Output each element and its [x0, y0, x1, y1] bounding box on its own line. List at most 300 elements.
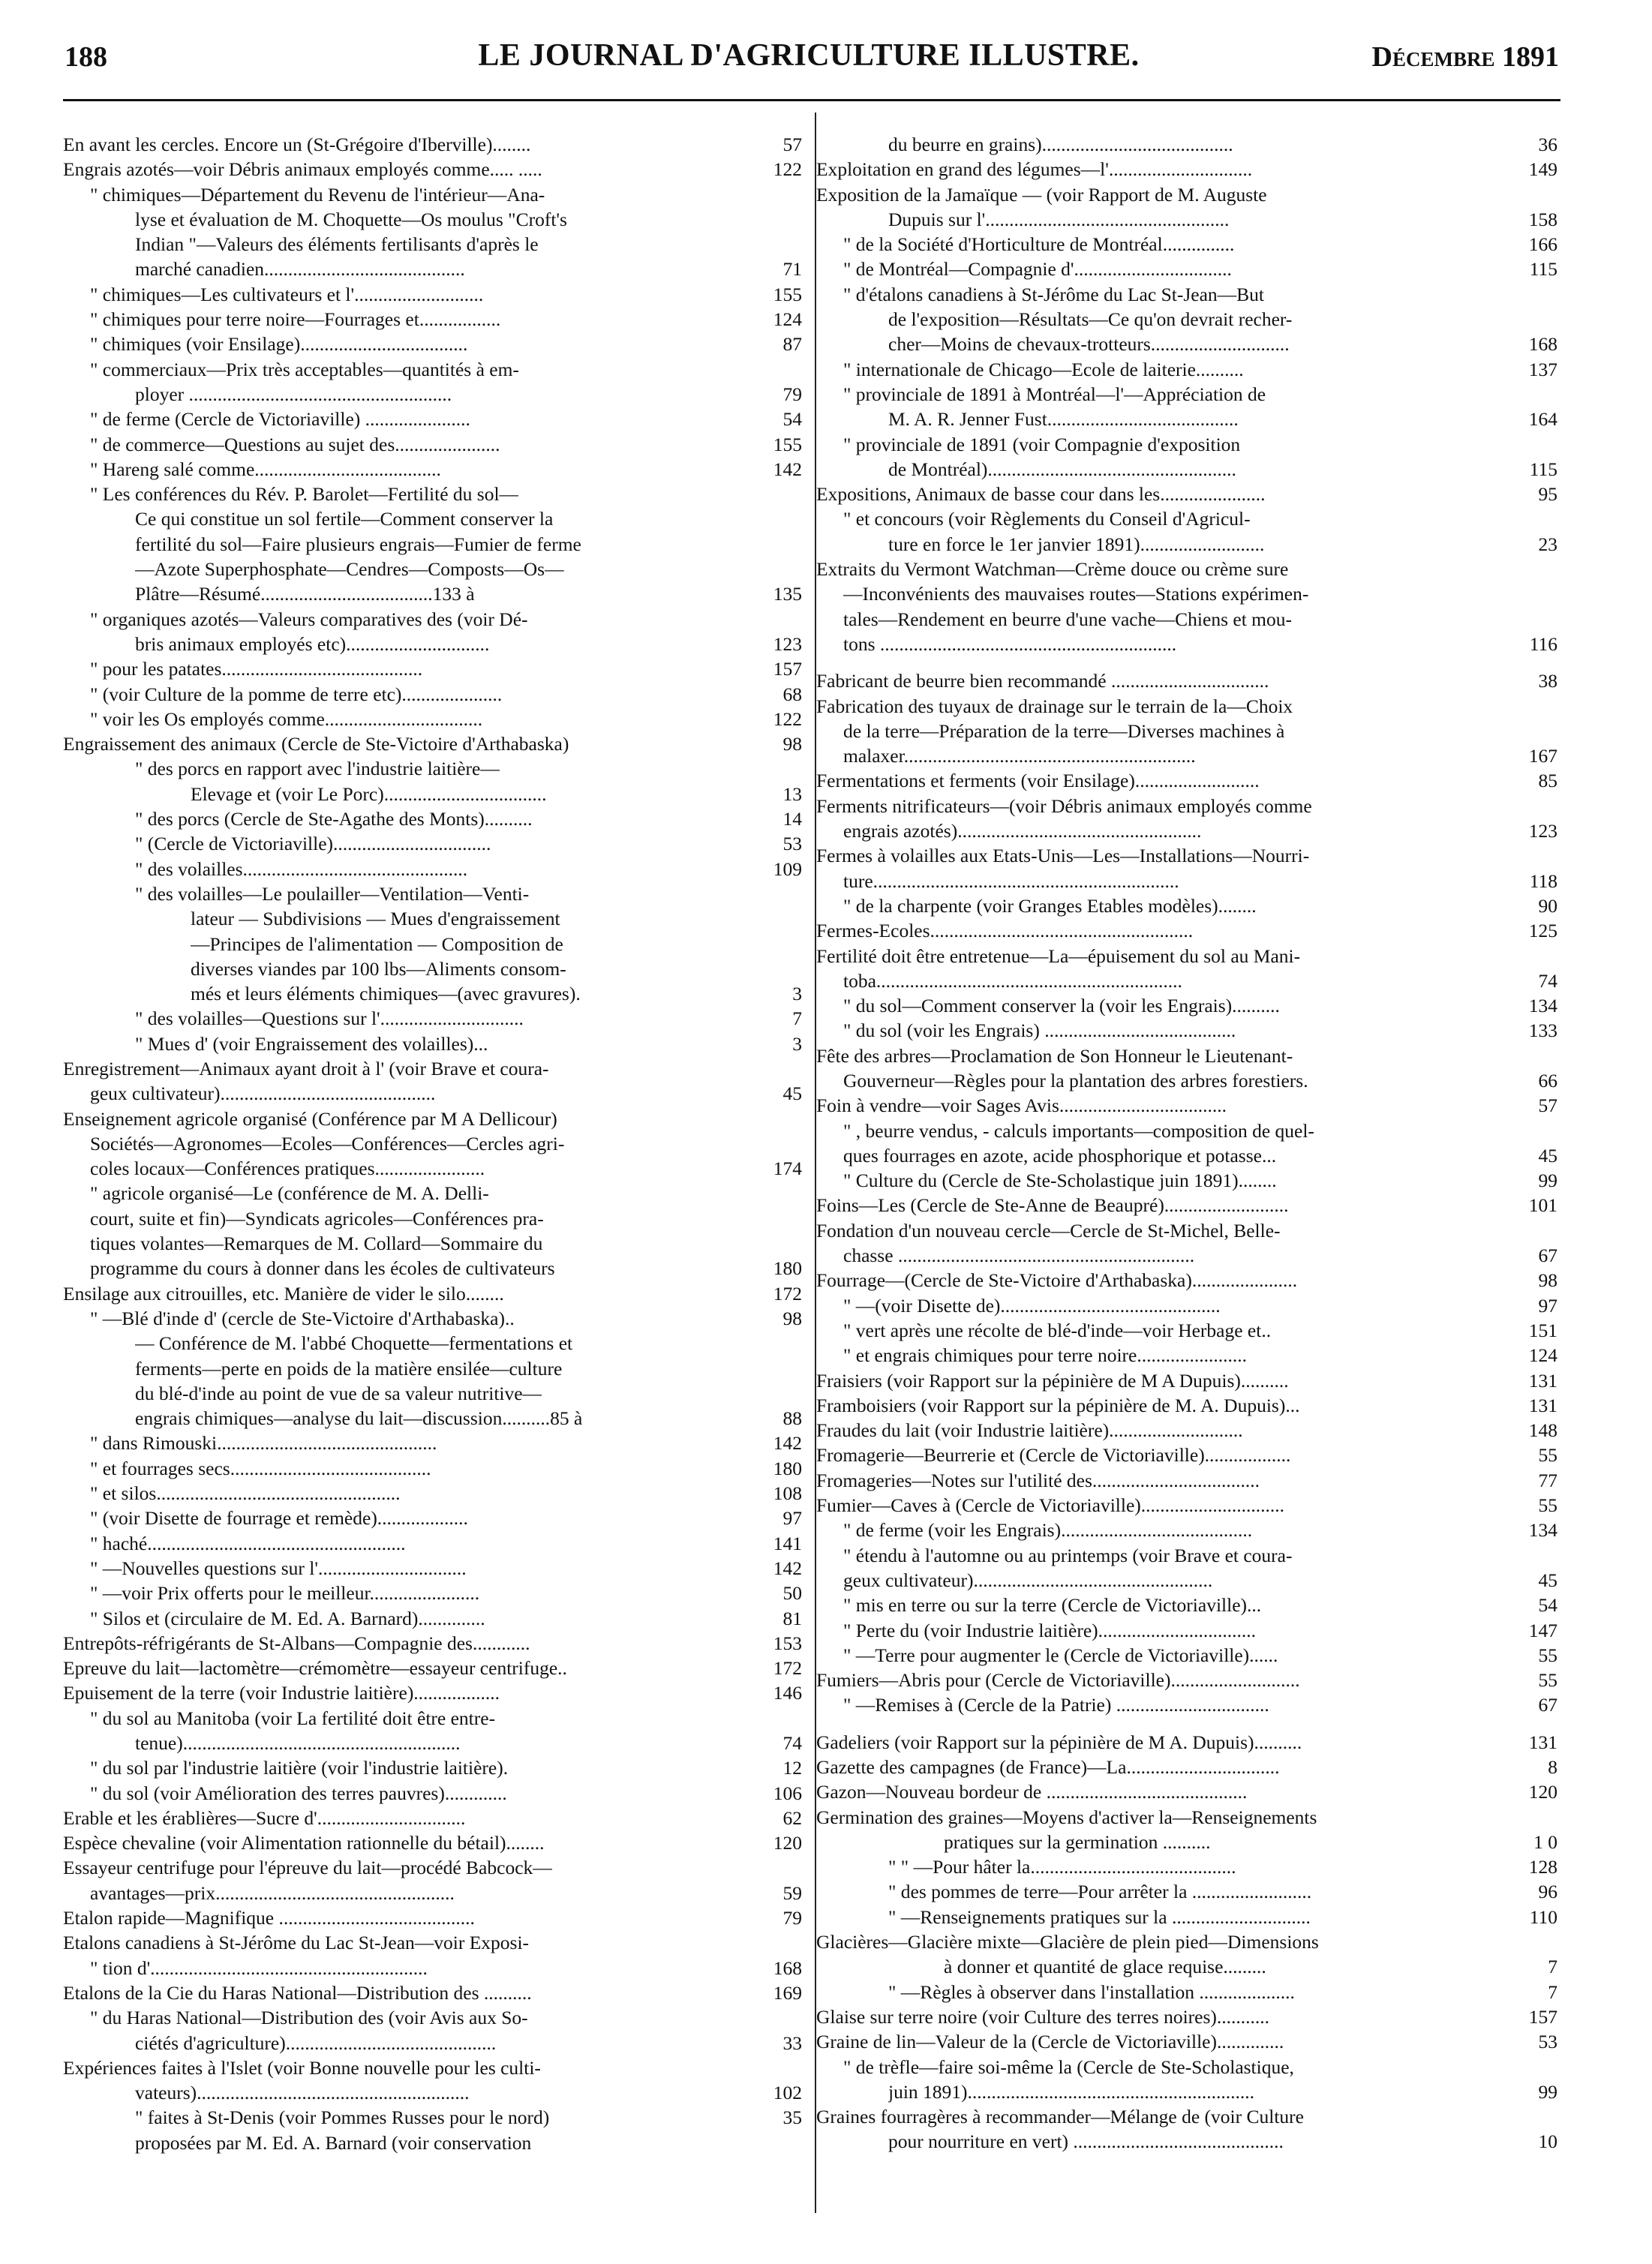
entry-text: fertilité du sol—Faire plusieurs engrais—Fumier de ferme [135, 533, 581, 555]
entry-text: Foins—Les (Cercle de Ste-Anne de Beaupré).......................... [816, 1194, 1289, 1217]
index-entry [63, 1855, 802, 1880]
index-entry [63, 1731, 802, 1755]
entry-page-number: 79 [782, 383, 802, 405]
index-entry [63, 806, 802, 831]
entry-page-number: 74 [1538, 969, 1557, 992]
entry-text: " des volailles............................................... [135, 857, 468, 880]
index-entry [63, 432, 802, 457]
entry-page-number: 98 [1538, 1269, 1557, 1292]
entry-text: de la terre—Préparation de la terre—Diverses machines à [843, 719, 1285, 742]
entry-page-number: 67 [1538, 1694, 1557, 1716]
entry-page-number: 97 [1538, 1294, 1557, 1317]
index-entry [63, 1431, 802, 1455]
entry-text: " de trèfle—faire soi-même la (Cercle de Ste-Scholastique, [843, 2055, 1294, 2078]
index-entry [63, 1281, 802, 1306]
index-entry [63, 382, 802, 407]
entry-page-number: 135 [773, 583, 802, 605]
entry-text: Dupuis sur l'................................................... [888, 208, 1230, 230]
entry-text: Etalon rapide—Magnifique ......................................... [63, 1907, 475, 1929]
entry-text: —Principes de l'alimentation — Composition de [191, 932, 563, 955]
entry-text: Epuisement de la terre (voir Industrie laitière).................. [63, 1682, 500, 1704]
index-entry [816, 557, 1557, 581]
index-entry [63, 482, 802, 506]
entry-text: " —Nouvelles questions sur l'............................... [90, 1557, 467, 1579]
index-entry [63, 1606, 802, 1631]
entry-text: Elevage et (voir Le Porc).................................. [191, 782, 547, 805]
index-entry [816, 482, 1557, 506]
index-entry [816, 1393, 1557, 1418]
index-entry [816, 968, 1557, 993]
index-entry [816, 1193, 1557, 1218]
index-entry [816, 1618, 1557, 1643]
entry-page-number: 134 [1528, 995, 1557, 1017]
entry-text: à donner et quantité de glace requise......... [944, 1956, 1266, 1978]
entry-page-number: 71 [782, 258, 802, 281]
entry-text: " (Cercle de Victoriaville)................................. [135, 833, 491, 855]
entry-gap [816, 656, 1557, 668]
entry-text: Epreuve du lait—lactomètre—crémomètre—essayeur centrifuge.. [63, 1657, 567, 1680]
index-entry [816, 1830, 1557, 1854]
index-entry [816, 1929, 1557, 1954]
entry-text: " et silos................................................... [90, 1482, 401, 1505]
index-entry [816, 2079, 1557, 2104]
index-entry [816, 1018, 1557, 1043]
entry-text: " chimiques (voir Ensilage)................................... [90, 333, 468, 356]
index-entry [816, 1218, 1557, 1243]
entry-page-number: 124 [1528, 1344, 1557, 1367]
entry-text: " de ferme (Cercle de Victoriaville) ...................... [90, 408, 470, 431]
index-entry [816, 1293, 1557, 1318]
entry-page-number: 174 [773, 1158, 802, 1180]
index-entry [816, 993, 1557, 1018]
entry-page-number: 142 [773, 458, 802, 480]
index-entry [63, 656, 802, 681]
index-entry [63, 756, 802, 781]
entry-text: " —Règles à observer dans l'installation .................... [888, 1980, 1295, 2003]
index-entry [816, 1755, 1557, 1779]
entry-page-number: 124 [773, 308, 802, 331]
entry-page-number: 115 [1529, 458, 1557, 480]
entry-text: tons .............................................................. [843, 632, 1177, 655]
index-entry [816, 944, 1557, 968]
index-entry [816, 232, 1557, 257]
index-entry [63, 2055, 802, 2080]
index-entry [816, 1118, 1557, 1143]
entry-page-number: 10 [1538, 2130, 1557, 2153]
entry-text: ployer ....................................................... [135, 383, 452, 405]
index-entry [816, 182, 1557, 207]
index-entry [816, 1093, 1557, 1118]
index-entry [63, 707, 802, 731]
entry-text: coles locaux—Conférences pratiques....................... [90, 1158, 485, 1180]
entry-text: Fumiers—Abris pour (Cercle de Victoriaville)........................... [816, 1669, 1300, 1692]
index-entry [816, 2055, 1557, 2079]
entry-page-number: 141 [773, 1532, 802, 1554]
entry-text: Engrais azotés—voir Débris animaux employés comme..... ..... [63, 158, 542, 181]
entry-text: tiques volantes—Remarques de M. Collard—Sommaire du [90, 1233, 543, 1255]
index-entry [63, 1056, 802, 1081]
entry-text: " de la charpente (voir Granges Etables modèles)........ [843, 894, 1257, 917]
entry-text: Erable et les érablières—Sucre d'............................... [63, 1806, 466, 1829]
entry-text: " commerciaux—Prix très acceptables—quantités à em- [90, 358, 519, 380]
index-entry [816, 1593, 1557, 1617]
entry-page-number: 97 [782, 1507, 802, 1530]
entry-text: Fondation d'un nouveau cercle—Cercle de St-Michel, Belle- [816, 1219, 1281, 1242]
index-entry [63, 956, 802, 981]
entry-text: " —Terre pour augmenter le (Cercle de Victoriaville)...... [843, 1644, 1278, 1666]
entry-page-number: 57 [1538, 1094, 1557, 1117]
entry-text: " , beurre vendus, - calculs importants—composition de quel- [843, 1119, 1314, 1142]
entry-text: engrais chimiques—analyse du lait—discussion..........85 à [135, 1407, 583, 1430]
index-entry [63, 207, 802, 232]
entry-text: " de commerce—Questions au sujet des...................... [90, 433, 500, 455]
entry-page-number: 164 [1528, 408, 1557, 431]
entry-page-number: 74 [782, 1732, 802, 1754]
entry-text: Exposition de la Jamaïque — (voir Rapport de M. Auguste [816, 183, 1267, 206]
entry-text: " de ferme (voir les Engrais)........................................ [843, 1519, 1253, 1542]
index-entry [816, 1368, 1557, 1393]
entry-page-number: 66 [1538, 1069, 1557, 1091]
index-entry [63, 1506, 802, 1530]
index-entry [63, 1980, 802, 2005]
entry-page-number: 67 [1538, 1245, 1557, 1267]
index-entry [63, 1131, 802, 1156]
entry-text: " vert après une récolte de blé-d'inde—voir Herbage et.. [843, 1319, 1272, 1341]
entry-page-number: 142 [773, 1432, 802, 1455]
entry-text: Expositions, Animaux de basse cour dans les...................... [816, 483, 1266, 506]
entry-text: Fermentations et ferments (voir Ensilage).......................... [816, 770, 1260, 792]
index-entry [816, 1779, 1557, 1804]
entry-text: " haché...................................................... [90, 1532, 406, 1554]
entry-page-number: 36 [1538, 134, 1557, 155]
index-entry [816, 694, 1557, 719]
entry-text: " des pommes de terre—Pour arrêter la ......................... [888, 1881, 1312, 1903]
entry-page-number: 81 [782, 1607, 802, 1629]
entry-text: court, suite et fin)—Syndicats agricoles—Conférences pra- [90, 1207, 544, 1230]
entry-text: Framboisiers (voir Rapport sur la pépinière de M. A. Dupuis)... [816, 1394, 1300, 1416]
entry-text: " faites à St-Denis (voir Pommes Russes pour le nord) [135, 2106, 550, 2129]
entry-text: " chimiques—Département du Revenu de l'intérieur—Ana- [90, 183, 545, 206]
index-entry [63, 1531, 802, 1556]
index-entry [63, 332, 802, 356]
index-entry [816, 1268, 1557, 1293]
index-entry [63, 1081, 802, 1106]
index-entry [816, 1443, 1557, 1467]
index-entry [63, 1830, 802, 1855]
entry-text: " —voir Prix offerts pour le meilleur....................... [90, 1582, 480, 1605]
index-entry [63, 1631, 802, 1656]
index-entry [816, 432, 1557, 457]
entry-page-number: 45 [782, 1082, 802, 1105]
index-entry [816, 843, 1557, 868]
index-entry [816, 1954, 1557, 1979]
entry-page-number: 7 [792, 1007, 802, 1030]
entry-text: bris animaux employés etc).............................. [135, 632, 490, 655]
index-entry [63, 1406, 802, 1431]
entry-page-number: 167 [1528, 745, 1557, 767]
index-entry [63, 1206, 802, 1231]
entry-page-number: 33 [782, 2031, 802, 2054]
index-entry [63, 182, 802, 207]
entry-text: Foin à vendre—voir Sages Avis................................... [816, 1094, 1227, 1117]
entry-text: " étendu à l'automne ou au printemps (voir Brave et coura- [843, 1544, 1293, 1566]
entry-text: ques fourrages en azote, acide phosphorique et potasse... [843, 1144, 1277, 1167]
entry-page-number: 146 [773, 1682, 802, 1704]
index-entry [63, 1381, 802, 1406]
entry-page-number: 54 [782, 408, 802, 431]
index-entry [63, 1156, 802, 1181]
entry-page-number: 54 [1538, 1594, 1557, 1617]
entry-text: proposées par M. Ed. A. Barnard (voir conservation [135, 2131, 532, 2154]
entry-page-number: 115 [1529, 258, 1557, 281]
entry-text: " agricole organisé—Le (conférence de M. A. Delli- [90, 1182, 489, 1205]
index-entry [816, 1905, 1557, 1929]
index-entry [816, 357, 1557, 382]
entry-page-number: 137 [1528, 358, 1557, 380]
index-entry [816, 1805, 1557, 1830]
index-entry [816, 1418, 1557, 1443]
entry-page-number: 134 [1528, 1519, 1557, 1542]
entry-text: lyse et évaluation de M. Choquette—Os moulus "Croft's [135, 208, 567, 230]
index-entry [816, 2104, 1557, 2129]
entry-page-number: 88 [782, 1407, 802, 1430]
entry-page-number: 155 [773, 433, 802, 455]
entry-page-number: 85 [1538, 770, 1557, 792]
entry-text: toba................................................................ [843, 969, 1182, 992]
entry-text: Fromagerie—Beurrerie et (Cercle de Victoriaville).................. [816, 1444, 1291, 1467]
entry-page-number: 110 [1529, 1905, 1557, 1928]
index-entry [816, 1493, 1557, 1518]
index-entry [816, 457, 1557, 482]
index-entry [816, 2029, 1557, 2054]
index-entry [63, 557, 802, 581]
entry-text: Plâtre—Résumé....................................133 à [135, 583, 475, 605]
index-entry [63, 1031, 802, 1056]
journal-title: LE JOURNAL D'AGRICULTURE ILLUSTRE. [478, 38, 1140, 73]
entry-text: Gadeliers (voir Rapport sur la pépinière de M A. Dupuis).......... [816, 1731, 1302, 1753]
entry-text: Ensilage aux citrouilles, etc. Manière de vider le silo........ [63, 1282, 504, 1305]
index-entry [63, 1181, 802, 1206]
entry-page-number: 172 [773, 1657, 802, 1680]
index-entry [816, 1068, 1557, 1093]
index-entry [816, 719, 1557, 743]
index-entry [63, 1930, 802, 1955]
entry-text: Fabrication des tuyaux de drainage sur le terrain de la—Choix [816, 695, 1293, 717]
index-entry [63, 1356, 802, 1381]
index-entry [816, 869, 1557, 893]
entry-page-number: 90 [1538, 894, 1557, 917]
entry-text: pratiques sur la germination .......... [944, 1830, 1211, 1853]
entry-text: Extraits du Vermont Watchman—Crème douce ou crème sure [816, 558, 1289, 581]
entry-text: " —(voir Disette de).............................................. [843, 1294, 1221, 1317]
entry-text: du beurre en grains)........................................ [888, 134, 1233, 155]
index-entry [63, 682, 802, 707]
entry-text: més et leurs éléments chimiques—(avec gravures). [191, 983, 581, 1005]
entry-page-number: 55 [1538, 1644, 1557, 1666]
entry-text: " des porcs (Cercle de Ste-Agathe des Monts).......... [135, 808, 533, 830]
index-entry [63, 981, 802, 1006]
entry-text: En avant les cercles. Encore un (St-Grégoire d'Iberville)........ [63, 134, 531, 155]
entry-text: Gouverneur—Règles pour la plantation des arbres forestiers. [843, 1069, 1308, 1091]
index-entry [63, 1256, 802, 1281]
entry-page-number: 180 [773, 1257, 802, 1280]
index-entry [816, 1518, 1557, 1542]
index-entry [63, 2031, 802, 2055]
entry-page-number: 169 [773, 1981, 802, 2004]
index-entry [63, 1956, 802, 1980]
entry-text: engrais azotés)................................................... [843, 820, 1202, 842]
index-entry [816, 382, 1557, 407]
entry-text: " du sol (voir les Engrais) ........................................ [843, 1019, 1236, 1042]
index-entry [63, 2105, 802, 2130]
entry-page-number: 68 [782, 683, 802, 705]
entry-text: " (voir Culture de la pomme de terre etc)..................... [90, 683, 503, 705]
index-entry [816, 2004, 1557, 2029]
entry-page-number: 96 [1538, 1881, 1557, 1903]
index-entry [63, 1656, 802, 1680]
entry-page-number: 55 [1538, 1669, 1557, 1692]
entry-page-number: 102 [773, 2082, 802, 2104]
entry-page-number: 120 [773, 1832, 802, 1854]
entry-page-number: 120 [1528, 1781, 1557, 1803]
entry-text: " dans Rimouski.............................................. [90, 1432, 437, 1455]
entry-page-number: 131 [1528, 1394, 1557, 1416]
index-entry [63, 1456, 802, 1481]
entry-page-number: 7 [1548, 1956, 1557, 1978]
entry-page-number: 55 [1538, 1494, 1557, 1517]
entry-text: geux cultivateur).................................................. [843, 1569, 1213, 1591]
entry-text: " Mues d' (voir Engraissement des volailles)... [135, 1032, 488, 1055]
entry-page-number: 53 [782, 833, 802, 855]
entry-text: Graine de lin—Valeur de la (Cercle de Victoriaville).............. [816, 2031, 1284, 2053]
entry-page-number: 122 [773, 707, 802, 730]
entry-page-number: 38 [1538, 670, 1557, 692]
entry-text: cher—Moins de chevaux-trotteurs............................. [888, 333, 1290, 356]
entry-text: juin 1891)............................................................ [888, 2080, 1255, 2103]
index-entry [63, 1781, 802, 1806]
index-entry [63, 157, 802, 182]
entry-page-number: 13 [782, 782, 802, 805]
entry-page-number: 158 [1528, 208, 1557, 230]
index-entry [816, 1854, 1557, 1879]
index-entry [816, 257, 1557, 281]
entry-page-number: 55 [1538, 1444, 1557, 1467]
entry-text: Glacières—Glacière mixte—Glacière de plein pied—Dimensions [816, 1931, 1319, 1953]
entry-text: de Montréal).................................................... [888, 458, 1236, 480]
entry-text: " internationale de Chicago—Ecole de laiterie.......... [843, 358, 1244, 380]
entry-page-number: 99 [1538, 1170, 1557, 1192]
entry-text: ture................................................................ [843, 869, 1179, 892]
entry-text: ciétés d'agriculture)............................................ [135, 2031, 497, 2054]
index-column-left [63, 132, 802, 2155]
page-number: 188 [65, 41, 107, 73]
entry-text: Etalons canadiens à St-Jérôme du Lac St-Jean—voir Exposi- [63, 1932, 530, 1954]
entry-text: " des volailles—Le poulailler—Ventilation—Venti- [135, 882, 530, 905]
entry-text: avantages—prix.................................................. [90, 1881, 455, 1904]
index-entry [816, 132, 1557, 157]
entry-text: Germination des graines—Moyens d'activer la—Renseignements [816, 1806, 1317, 1828]
entry-page-number: 12 [782, 1757, 802, 1779]
entry-text: Essayeur centrifuge pour l'épreuve du lait—procédé Babcock— [63, 1857, 552, 1879]
entry-page-number: 157 [773, 658, 802, 680]
entry-page-number: 155 [773, 283, 802, 305]
entry-page-number: 14 [782, 808, 802, 830]
index-entry [63, 357, 802, 382]
entry-text: " des volailles—Questions sur l'.............................. [135, 1007, 524, 1030]
index-entry [63, 132, 802, 157]
entry-text: Exploitation en grand des légumes—l'.............................. [816, 158, 1253, 181]
index-entry [816, 1318, 1557, 1343]
index-entry [816, 532, 1557, 557]
entry-page-number: 128 [1528, 1856, 1557, 1878]
entry-text: Indian "—Valeurs des éléments fertilisants d'après le [135, 233, 539, 256]
entry-page-number: 172 [773, 1282, 802, 1305]
index-entry [63, 1556, 802, 1581]
index-entry [816, 282, 1557, 307]
index-entry [63, 407, 802, 431]
entry-text: tenue).......................................................... [135, 1732, 461, 1754]
entry-text: " Culture du (Cercle de Ste-Scholastique juin 1891)........ [843, 1170, 1277, 1192]
entry-page-number: 147 [1528, 1619, 1557, 1641]
entry-page-number: 23 [1538, 533, 1557, 555]
entry-text: — Conférence de M. l'abbé Choquette—fermentations et [135, 1332, 573, 1355]
index-entry [63, 1706, 802, 1731]
entry-text: " et concours (voir Règlements du Conseil d'Agricul- [843, 508, 1251, 530]
index-entry [63, 932, 802, 956]
index-entry [63, 2130, 802, 2155]
entry-text: Fraisiers (voir Rapport sur la pépinière de M A Dupuis).......... [816, 1369, 1289, 1392]
index-entry [816, 743, 1557, 768]
index-entry [816, 1668, 1557, 1692]
entry-text: —Inconvénients des mauvaises routes—Stations expérimen- [843, 583, 1309, 605]
index-entry [816, 1343, 1557, 1368]
entry-text: " provinciale de 1891 à Montréal—l'—Appréciation de [843, 383, 1266, 405]
entry-page-number: 99 [1538, 2080, 1557, 2103]
entry-page-number: 106 [773, 1782, 802, 1804]
entry-page-number: 157 [1528, 2005, 1557, 2028]
index-entry [63, 1806, 802, 1830]
entry-text: " du sol par l'industrie laitière (voir l'industrie laitière). [90, 1757, 509, 1779]
entry-text: " et engrais chimiques pour terre noire....................... [843, 1344, 1247, 1367]
index-entry [816, 1168, 1557, 1193]
index-entry [816, 307, 1557, 332]
entry-page-number: 98 [782, 733, 802, 755]
entry-text: " et fourrages secs.......................................... [90, 1457, 431, 1479]
entry-page-number: 98 [782, 1307, 802, 1329]
entry-page-number: 180 [773, 1457, 802, 1479]
entry-text: tales—Rendement en beurre d'une vache—Chiens et mou- [843, 608, 1292, 630]
index-entry [63, 257, 802, 281]
entry-page-number: 62 [782, 1806, 802, 1829]
index-entry [816, 1543, 1557, 1568]
index-entry [816, 1980, 1557, 2004]
entry-text: " voir les Os employés comme................................. [90, 707, 483, 730]
index-entry [816, 157, 1557, 182]
entry-gap [816, 1718, 1557, 1730]
entry-page-number: 95 [1538, 483, 1557, 506]
index-entry [816, 1243, 1557, 1268]
entry-text: Fromageries—Notes sur l'utilité des................................... [816, 1469, 1260, 1491]
index-entry [63, 1006, 802, 1031]
index-entry [816, 918, 1557, 943]
entry-text: " chimiques pour terre noire—Fourrages et................. [90, 308, 501, 331]
index-entry [63, 282, 802, 307]
entry-text: Fertilité doit être entretenue—La—épuisement du sol au Mani- [816, 944, 1301, 967]
entry-text: du blé-d'inde au point de vue de sa valeur nutritive— [135, 1382, 542, 1404]
index-entry [816, 332, 1557, 356]
entry-text: " Les conférences du Rév. P. Barolet—Fertilité du sol— [90, 483, 519, 506]
entry-page-number: 53 [1538, 2031, 1557, 2053]
